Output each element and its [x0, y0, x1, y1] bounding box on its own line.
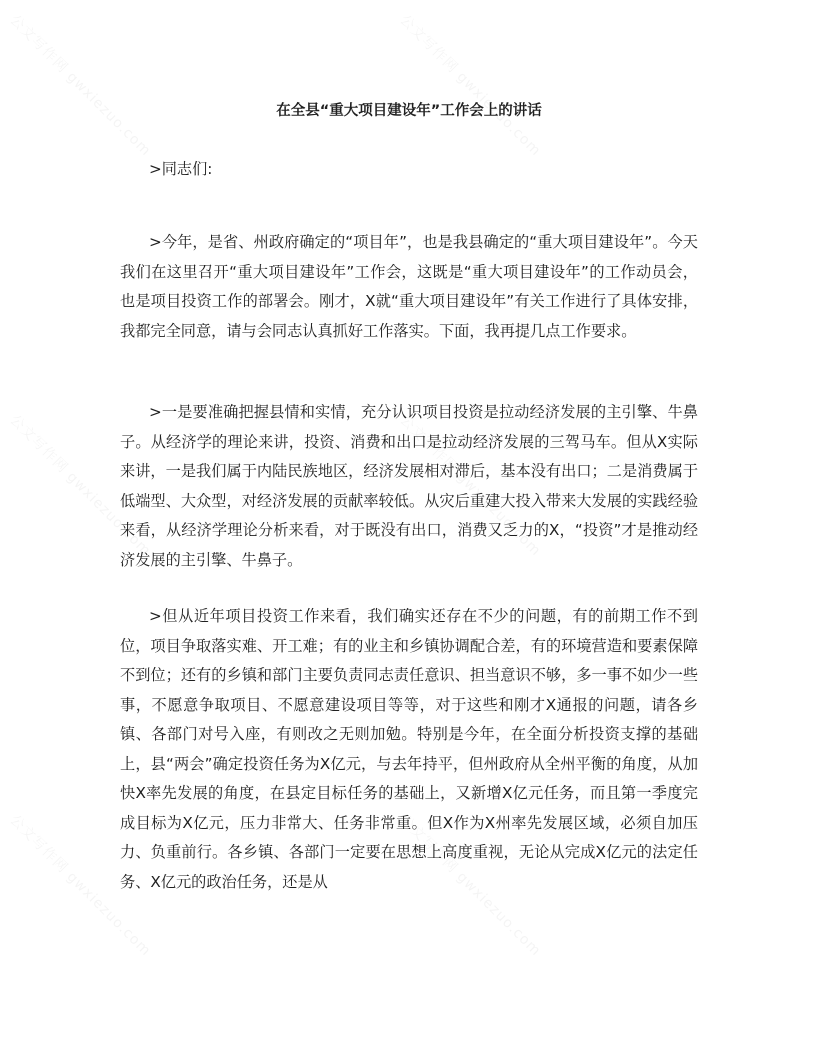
greeting: >同志们: [149, 160, 213, 178]
paragraph: >今年，是省、州政府确定的“项目年”，也是我县确定的“重大项目建设年”。今天我们在这里召开“重大项目建设年”工作会，这既是“重大项目建设年”的工作动员会，也是项目投资工作的部署会。刚才，X就“重大项目建设年”有关工作进行了具体安排，我都完全同意，请与会同志认真抓好工作落实。下面，我再提几点工作要求。 [120, 233, 698, 340]
document-title: 在全县“重大项目建设年”工作会上的讲话 [276, 103, 542, 119]
paragraph: >但从近年项目投资工作来看，我们确实还存在不少的问题，有的前期工作不到位，项目争取落实难、开工难；有的业主和乡镇协调配合差，有的环境营造和要素保障不到位；还有的乡镇和部门主要负责同志责任意识、担当意识不够，多一事不如少一些事，不愿意争取项目、不愿意建设项目等等，对于这些和刚才X通报的问题，请各乡镇、各部门对号入座，有则改之无则加勉。特别是今年，在全面分析投资支撑的基础上，县“两会”确定投资任务为X亿元，与去年持平，但州政府从全州平衡的角度，从加快X率先发展的角度，在县定目标任务的基础上，又新增X亿元任务，而且第一季度完成目标为X亿元，压力非常大、任务非常重。但X作为X州率先发展区域，必须自加压力、负重前行。各乡镇、各部门一定要在思想上高度重视，无论从完成X亿元的法定任务、X亿元的政治任务，还是从 [120, 607, 698, 891]
watermark [396, 10, 546, 160]
paragraph: >一是要准确把握县情和实情，充分认识项目投资是拉动经济发展的主引擎、牛鼻子。从经济学的理论来讲，投资、消费和出口是拉动经济发展的三驾马车。但从X实际来讲，一是我们属于内陆民族地区，经济发展相对滞后，基本没有出口；二是消费属于低端型、大众型，对经济发展的贡献率较低。从灾后重建大投入带来大发展的实践经验来看，从经济学理论分析来看，对于既没有出口，消费又乏力的X，“投资”才是推动经济发展的主引擎、牛鼻子。 [120, 403, 698, 569]
watermark [6, 10, 156, 160]
